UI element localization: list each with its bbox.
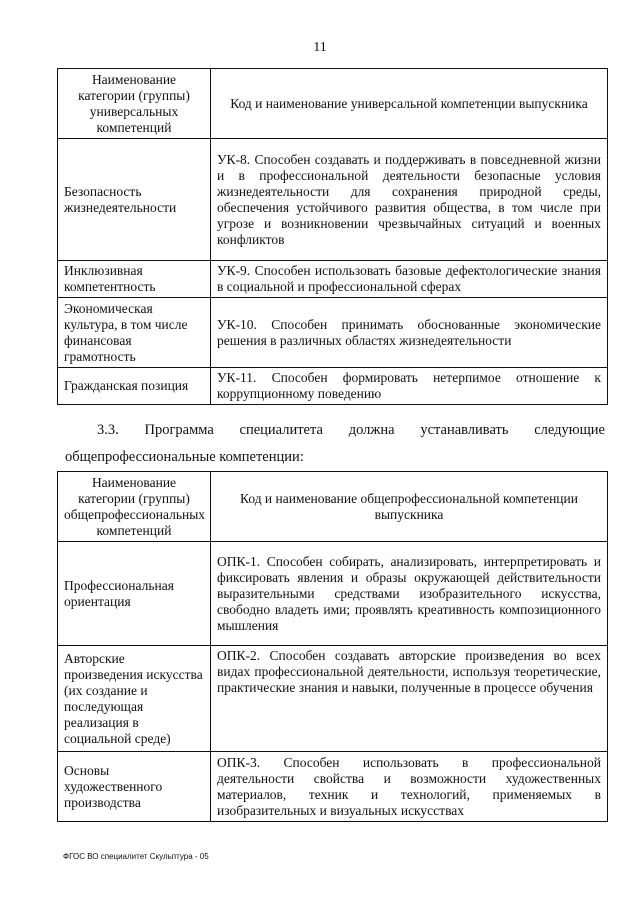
paragraph-word: 3.3. [97,422,119,438]
paragraph-word: Программа [144,422,214,438]
row-competence: УК-11. Способен формировать нетерпимое отношение к коррупционному поведению [211,368,608,405]
header-code: Код и наименование универсальной компетенции выпускника [211,69,608,139]
table-row [58,139,608,261]
table-row [58,298,608,368]
table-header-row [58,472,608,542]
table-row [58,368,608,405]
general-professional-competencies-table [57,471,608,822]
paragraph-word: следующие [534,422,605,438]
header-category: Наименование категории (группы) универсальных компетенций [58,69,211,139]
page-footer: ФГОС ВО специалитет Скульптура - 05 [63,852,209,861]
row-category: Основы художественного производства [58,752,211,822]
section-paragraph [97,420,605,440]
paragraph-word: устанавливать [420,422,509,438]
paragraph-word: специалитета [239,422,323,438]
page-number: 11 [313,40,327,55]
table-row [58,752,608,822]
table-row [58,542,608,646]
row-competence: УК-9. Способен использовать базовые дефектологические знания в социальной и профессиональной сферах [211,261,608,298]
table-row [58,261,608,298]
universal-competencies-table [57,68,608,405]
row-category: Авторские произведения искусства (их создание и последующая реализация в социальной среде) [58,646,211,752]
row-competence: УК-8. Способен создавать и поддерживать в повседневной жизни и в профессиональной деятельности безопасные условия жизнедеятельности для сохранения природной среды, обеспечения устойчивого развития общества, в том числе при угрозе и возникновении чрезвычайных ситуаций и военных конфликтов [211,139,608,261]
paragraph-line: общепрофессиональные компетенции: [65,449,304,465]
row-competence: ОПК-2. Способен создавать авторские произведения во всех видах профессиональной деятельности, используя теоретические, практические знания и навыки, полученные в процессе обучения [211,646,608,752]
row-category: Гражданская позиция [58,368,211,405]
row-category: Профессиональная ориентация [58,542,211,646]
row-category: Безопасность жизнедеятельности [58,139,211,261]
row-competence: ОПК-3. Способен использовать в профессиональной деятельности свойства и возможности художественных материалов, техник и технологий, применяемых в изобразительных и визуальных искусствах [211,752,608,822]
header-code: Код и наименование общепрофессиональной компетенции выпускника [211,472,608,542]
table-row [58,646,608,752]
paragraph-word: должна [348,422,395,438]
row-competence: УК-10. Способен принимать обоснованные экономические решения в различных областях жизнедеятельности [211,298,608,368]
row-competence: ОПК-1. Способен собирать, анализировать, интерпретировать и фиксировать явления и образы окружающей действительности выразительными средствами изобразительного искусства, свободно владеть ими; проявлять креативность композиционного мышления [211,542,608,646]
row-category: Инклюзивная компетентность [58,261,211,298]
header-category: Наименование категории (группы) общепрофессиональных компетенций [58,472,211,542]
table-header-row [58,69,608,139]
row-category: Экономическая культура, в том числе финансовая грамотность [58,298,211,368]
